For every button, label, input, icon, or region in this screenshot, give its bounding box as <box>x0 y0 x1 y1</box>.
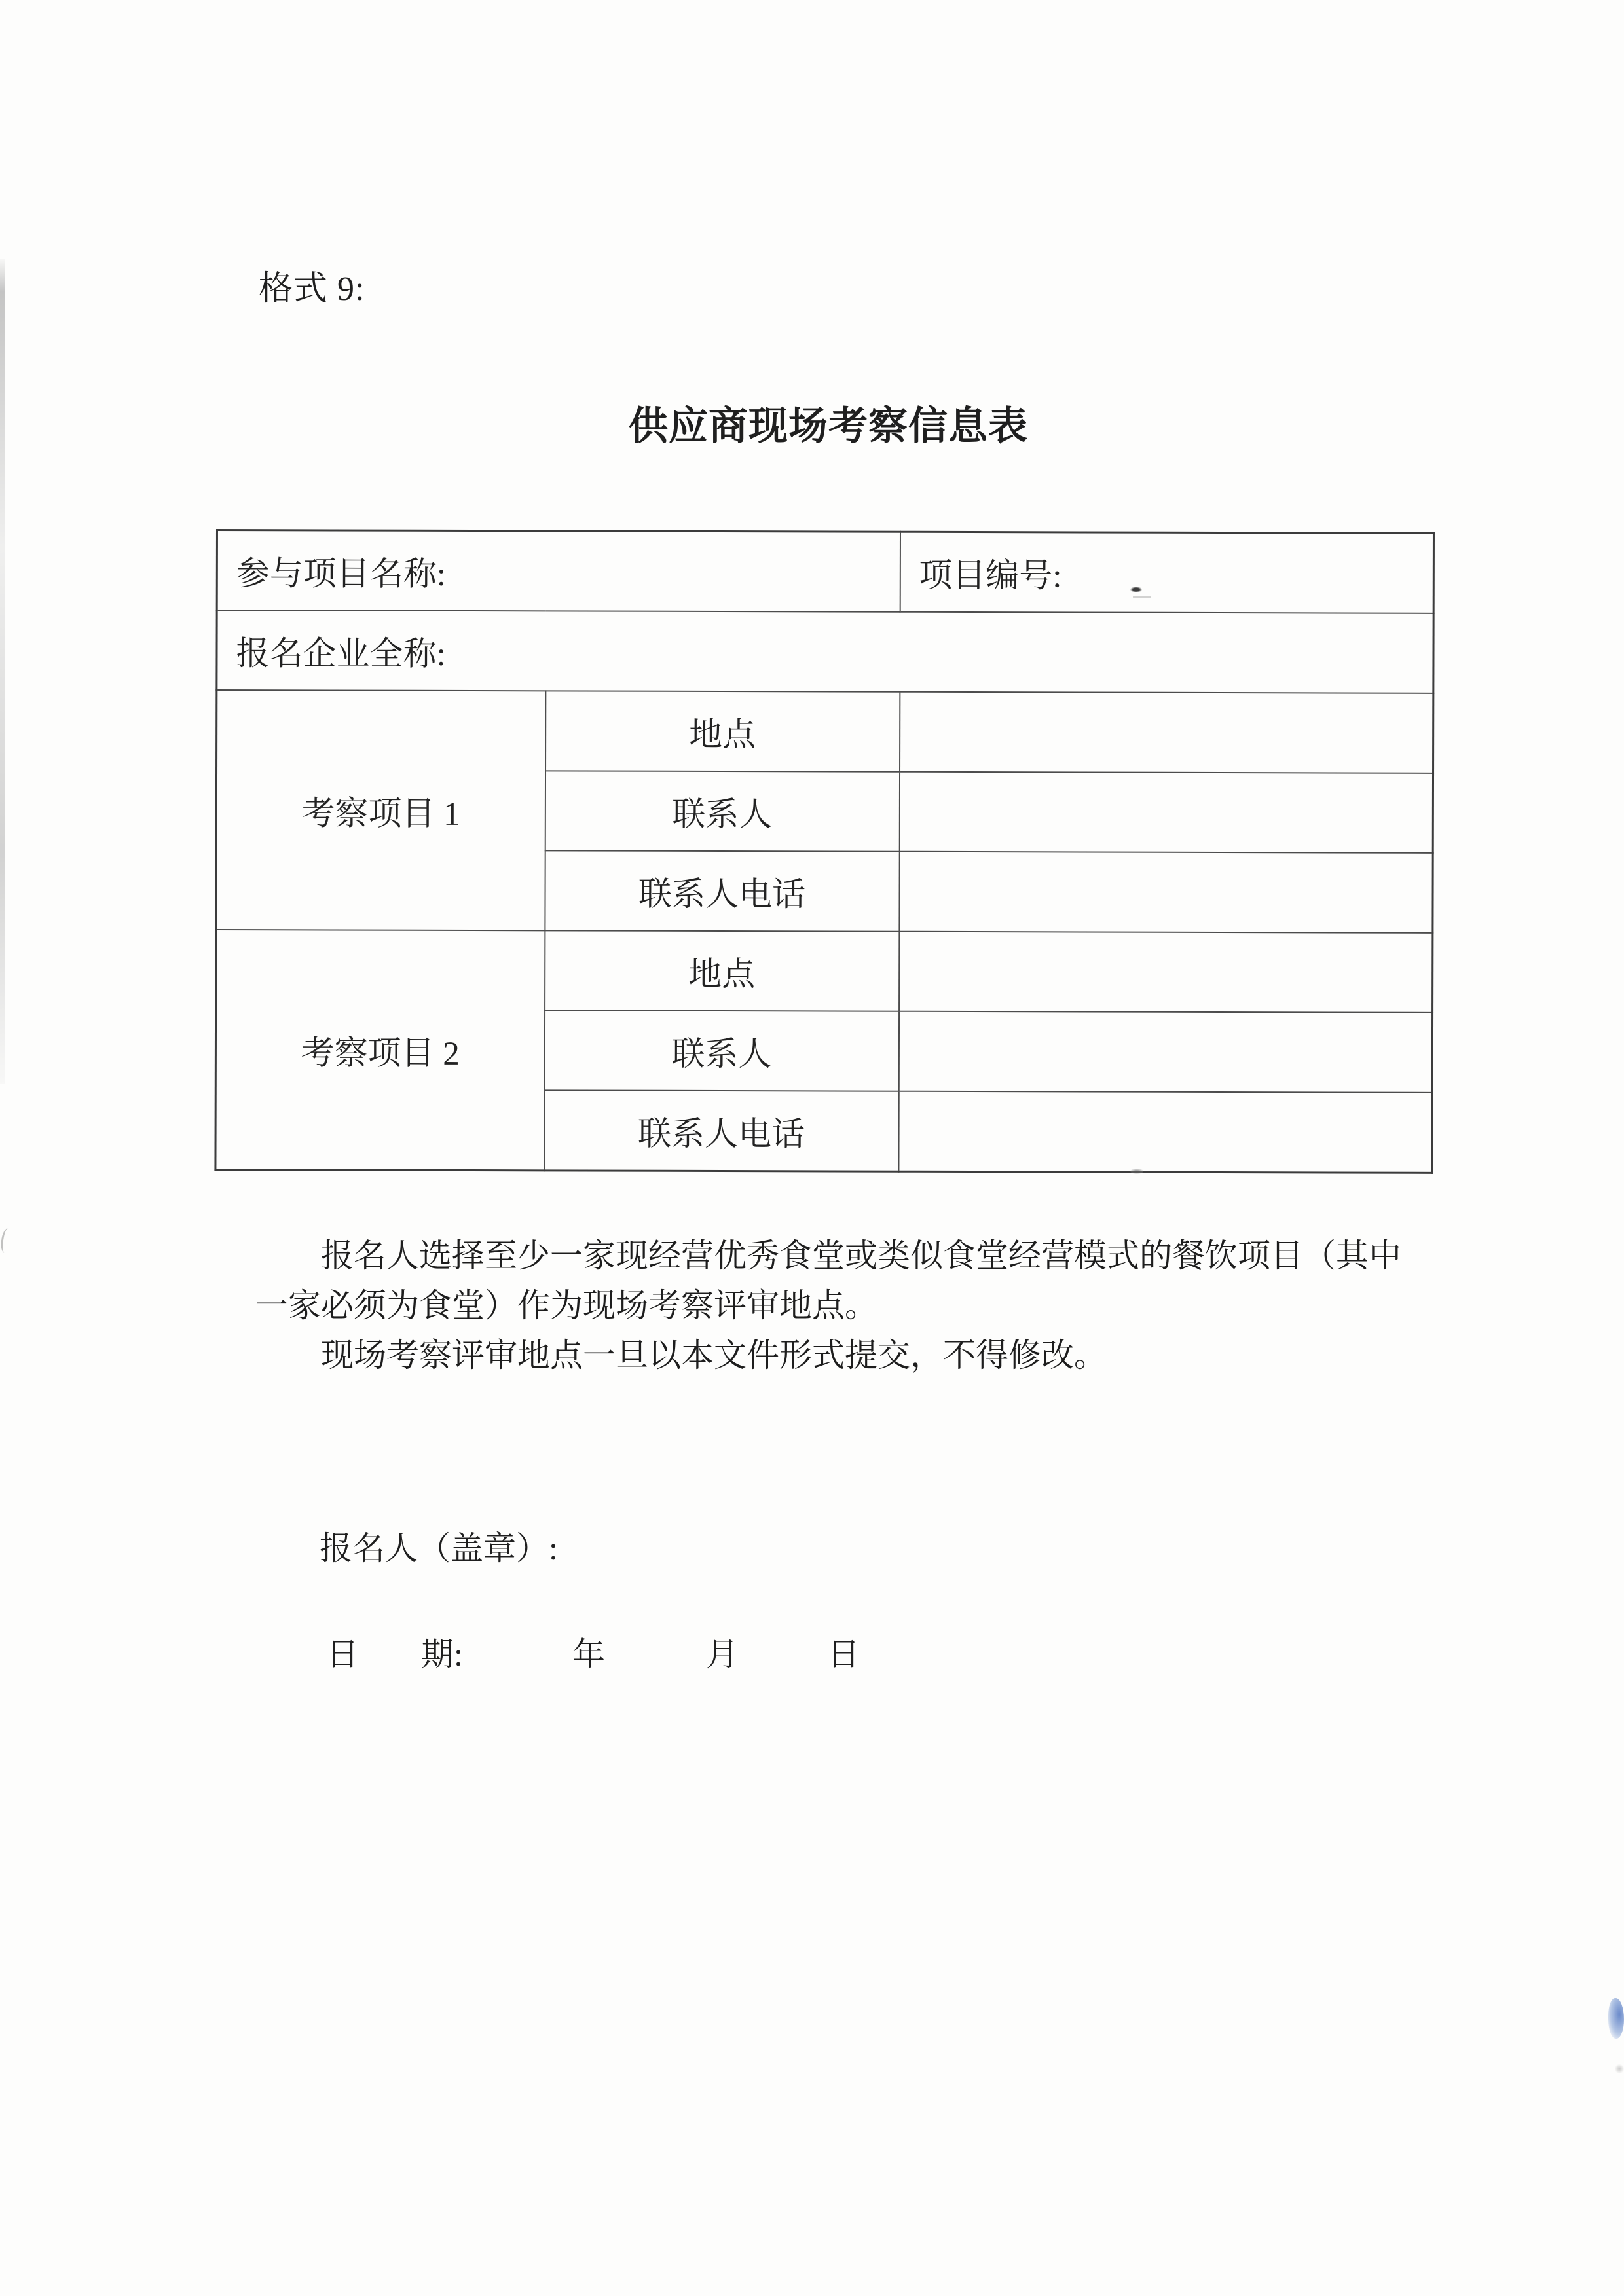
inspection-project-2-label-cell: 考察项目 2 <box>215 930 545 1171</box>
date-label-month: 月 <box>706 1636 739 1673</box>
contact-phone-label-cell-1: 联系人电话 <box>545 850 899 931</box>
format-label: 格式 9: <box>259 270 365 308</box>
participating-project-name-label-cell: 参与项目名称: <box>217 530 900 612</box>
location-value-cell-2 <box>899 932 1433 1013</box>
notes-paragraphs <box>255 1231 1434 1380</box>
contact-phone-value-cell-2 <box>898 1091 1432 1173</box>
table-row <box>216 930 1433 1013</box>
date-label-year: 年 <box>572 1636 605 1673</box>
blue-ink-smudge-right-edge <box>1608 1998 1624 2039</box>
inspection-info-table <box>214 529 1435 1174</box>
location-label-cell-2: 地点 <box>545 930 899 1011</box>
contact-value-cell-2 <box>898 1011 1432 1093</box>
contact-phone-value-cell-1 <box>899 852 1433 933</box>
notes-line-1: 报名人选择至少一家现经营优秀食堂或类似食堂经营模式的餐饮项目（其中 <box>321 1237 1401 1274</box>
page-title: 供应商现场考察信息表 <box>629 405 1028 448</box>
table-row <box>217 530 1433 613</box>
inspection-project-1-label-cell: 考察项目 1 <box>216 690 545 930</box>
date-label-day-word: 日 <box>326 1636 359 1673</box>
date-label-qi-colon: 期: <box>421 1636 463 1673</box>
table-row <box>217 690 1433 773</box>
notes-line-3: 现场考察评审地点一旦以本文件形式提交，不得修改。 <box>321 1337 1107 1374</box>
location-label-cell-1: 地点 <box>545 691 900 771</box>
gray-fleck-right-edge <box>1615 2064 1624 2074</box>
contact-value-cell-1 <box>899 772 1433 853</box>
location-value-cell-1 <box>900 692 1433 773</box>
project-number-label-cell: 项目编号: <box>900 532 1433 613</box>
notes-line-2: 一家必须为食堂）作为现场考察评审地点。 <box>255 1287 877 1324</box>
company-full-name-label-cell: 报名企业全称: <box>217 610 1433 693</box>
contact-phone-label-cell-2: 联系人电话 <box>544 1090 898 1171</box>
contact-label-cell-1: 联系人 <box>545 771 899 851</box>
contact-label-cell-2: 联系人 <box>544 1010 898 1091</box>
scan-mark-left-edge <box>0 1228 13 1254</box>
table-row <box>217 610 1433 693</box>
signer-seal-label: 报名人（盖章）: <box>320 1530 558 1567</box>
date-label-day: 日 <box>827 1636 860 1673</box>
scan-streak-left-edge <box>0 259 5 1084</box>
